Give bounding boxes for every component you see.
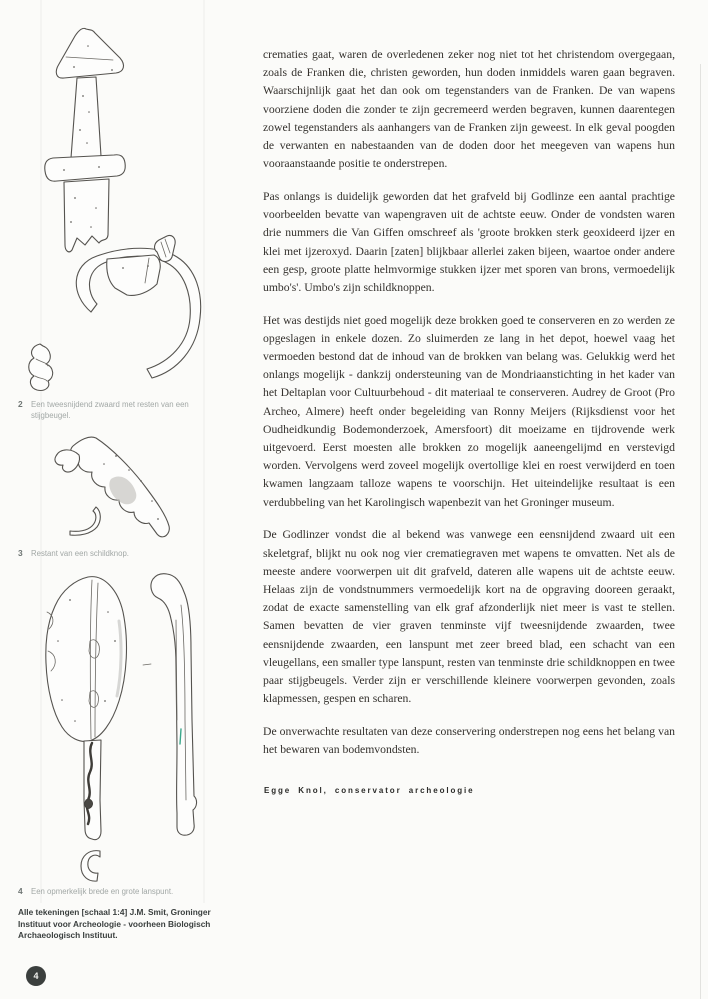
figure-drawings (0, 0, 230, 905)
figure-caption-4-text: Een opmerkelijk brede en grote lanspunt. (31, 887, 174, 896)
figure-caption-2-text: Een tweesnijdend zwaard met resten van een stijgbeugel. (31, 400, 189, 420)
stirrup-fragment-drawing-icon (29, 235, 201, 390)
drawings-credit: Alle tekeningen [schaal 1:4] J.M. Smit, Groninger Instituut voor Archeologie - voorheen Biologisch Archaeologisch Instituut. (18, 907, 211, 940)
article-paragraph-4: De Godlinzer vondst die al bekend was vanwege een eensnijdend zwaard uit een skeletgraf, blijkt nu ook nog vier crematiegraven met wapens te omvatten. Net als de meeste andere voorwerpen uit dit grafveld, dateren alle wapens uit de achtste eeuw. Helaas zijn de vondstnummers vermoedelijk kort na de opgraving dooreen geraakt, zodat de exacte samenstelling van elk graf afzonderlijk niet meer is vast te stellen. Samen bevatten de vier graven tenminste vijf tweesnijdende zwaarden, twee eensnijdende zwaarden, een lanspunt met zeer breed blad, een schacht van een vleugellans, een smaller type lanspunt, resten van tenminste drie schildknoppen en twee paar stijgbeugels. Verder zijn er verschillende kleinere voorwerpen gevonden, zoals klapmessen, gespen en scharen. (263, 528, 675, 706)
figure-caption-3 (18, 549, 219, 560)
page-number: 4 (33, 971, 39, 981)
shield-boss-fragment-drawing-icon (55, 437, 169, 537)
figure-caption-3-text: Restant van een schildknop. (31, 549, 129, 558)
article-paragraph-2: Pas onlangs is duidelijk geworden dat het grafveld bij Godlinze een aantal prachtige voorbeelden bevatte van wapengraven uit de achtste eeuw. Onder de vondsten waren drie nummers die Van Giffen omschreef als 'groote brokken sterk geoxideerd ijzer en klei met ijzeroxyd. Daarin [zaten] blijkbaar allerlei zaken bijeen, waartoe onder andere een gesp, groote platte helmvormige stukken ijzer met sporen van brons, vermoedelijk umbo's'. Umbo's zijn schildknoppen. (263, 189, 675, 294)
article-body (263, 46, 675, 774)
article-byline: Egge Knol, conservator archeologie (264, 786, 475, 795)
page-edge-line (700, 64, 701, 999)
figure-caption-4-number: 4 (18, 886, 23, 896)
figure-caption-4 (18, 887, 219, 898)
lance-point-drawing-icon (46, 574, 197, 881)
article-paragraph-5: De onverwachte resultaten van deze conservering onderstrepen nog eens het belang van het bewaren van bodemvondsten. (263, 724, 675, 757)
figure-caption-3-number: 3 (18, 548, 23, 558)
two-edged-sword-drawing-icon (45, 28, 125, 251)
figure-caption-2-number: 2 (18, 399, 23, 409)
article-paragraph-1: crematies gaat, waren de overledenen zeker nog niet tot het christendom overgegaan, zoals de Franken die, christen geworden, hun doden inmiddels waren gaan begraven. Waarschijnlijk gaat het dan ook om tegenstanders van de Franken. De van wapens voorziene doden die zonder te zijn gecremeerd werden begraven, kunnen daarentegen zowel tegenstanders als aanhangers van de Franken zijn geweest. In elk geval poogden de verwanten en nabestaanden van de doden door het meegeven van wapens hun vooraanstaande positie te onderstrepen. (263, 48, 675, 171)
figure-caption-2 (18, 400, 219, 421)
page-number-badge (26, 966, 46, 986)
article-paragraph-3: Het was destijds niet goed mogelijk deze brokken goed te conserveren en zo werden ze opgeslagen in enkele dozen. Zo sluimerden ze lang in het depot, hoewel vaag het vermoeden bestond dat de inhoud van de brokken van belang was. Gelukkig werd het onlangs mogelijk - dankzij ondersteuning van de Mondriaanstichting in het kader van het Deltaplan voor Cultuurbehoud - dit materiaal te conserveren. Audrey de Groot (Pro Archeo, Almere) heeft onder begeleiding van Ronny Meijers (Rijksdienst voor het Oudheidkundig Bodemonderzoek, Amersfoort) dit moeizame en tijdrovende werk uitgevoerd. Eerst moesten alle brokken zo mogelijk aaneengelijmd en verstevigd worden. Vervolgens werd zoveel mogelijk overtollige klei en roest verwijderd en toen kwamen langzaam talloze wapens te voorschijn. Het uiteindelijke resultaat is een verdubbeling van het Karolingisch wapenbezit van het Groninger museum. (263, 313, 675, 509)
